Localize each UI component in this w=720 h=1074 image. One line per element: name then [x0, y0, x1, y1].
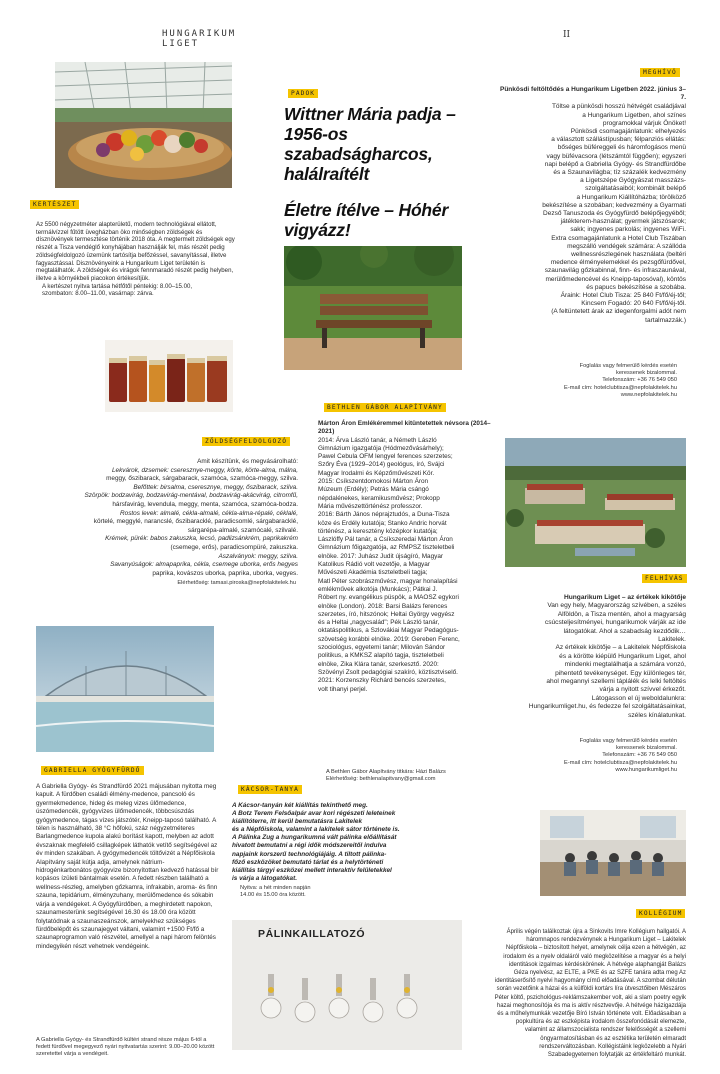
- tag-kerteszet: KERTÉSZET: [30, 200, 79, 209]
- bethlen-line: 2016: Bárth János néprajztudós, a Duna-Tisza: [318, 511, 450, 519]
- felhivas-contact-line: Foglalás vagy felmerülő kérdés esetén: [579, 738, 677, 744]
- zoldseg-line: Lekvárok, dzsemek: cseresznye-meggy, körte, körte-alma, málna,: [112, 466, 298, 474]
- bethlen-secretary: A Bethlen Gábor Alapítvány titkára: Házi Balázs: [326, 769, 446, 775]
- meghivo-line: a választott szállástípusban; félpanziós ellátás:: [551, 136, 686, 144]
- bethlen-line: 2015: Csíkszentdomokosi Márton Áron: [318, 478, 429, 486]
- meghivo-line: szolgáltatásaiból; kombinált belépő: [585, 185, 686, 193]
- felhivas-heading: Hungarikum Liget – az értékek kikötője: [563, 594, 686, 601]
- kacsor-line: hivatott bemutatni a régi idők módszereitől indulva: [232, 842, 387, 850]
- padok-title: Wittner Mária padja – 1956-os szabadságharcos, halálraítélt: [284, 104, 456, 184]
- spa-photo: [36, 626, 214, 752]
- meghivo-line: a Ligetszépe Gyógyászat masszázs-: [580, 177, 686, 185]
- meghivo-line: programokkal várjuk Önöket!: [602, 119, 686, 127]
- tag-bethlen: BETHLEN GÁBOR ALAPÍTVÁNY: [324, 403, 446, 412]
- meghivo-lines: [495, 103, 686, 324]
- meghivo-line: Extra csomagajánlatunk a Hotel Club Tiszában: [551, 234, 686, 242]
- zoldseg-line: Rostos levek: almalé, cékla-almalé, cékla-alma-répalé, céklalé,: [120, 509, 298, 517]
- kacsor-line: és a Népfőiskola, valamint a lakitelek sátor története is.: [232, 826, 400, 834]
- bethlen-line: oktatáspolitikus, a Szlovákiai Magyar Pedagógus-: [318, 627, 459, 635]
- bench-image: [284, 246, 462, 370]
- kacsor-body: [232, 802, 460, 883]
- meghivo-line: medence élményelemekkel és pezsgőfürdővel,: [550, 259, 686, 267]
- kacsor-line: A Pálinka Zug a hungarikumná vált pálinka előállítását: [232, 834, 397, 842]
- bethlen-line: 2021: Korzenszky Richárd bencés szerzetes,: [318, 677, 446, 685]
- meghivo-contact: [505, 363, 677, 399]
- zoldseg-line: Krémek, pürék: babos zakuszka, lecsó, padlizsánkrém, paprikakrém: [105, 535, 298, 543]
- kerteszet-hours: A kertészet nyitva tartása hétfőtől péntekig: 8.00–15.00,: [42, 282, 193, 290]
- bethlen-line: volt tihanyi perjel.: [318, 685, 368, 693]
- felhivas-line: Lakitelek.: [658, 636, 686, 644]
- palinka-sign: PÁLINKAILLATOZÓ: [258, 928, 366, 940]
- lecture-photo: [540, 810, 686, 896]
- bethlen-line: szövetség korábbi elnöke. 2019: Gereben Ferenc,: [318, 635, 460, 643]
- tag-gabriella: GABRIELLA GYÓGYFÜRDŐ: [41, 766, 144, 775]
- bethlen-line: és a Heltai „nagycsalád"; Pék László tanár,: [318, 619, 440, 627]
- bethlen-line: Róbert ny. evangélikus püspök, a MAOSZ egykori: [318, 594, 459, 602]
- meghivo-line: bekészítése a szobában; kedvezmény a Gyarmati: [542, 201, 686, 209]
- bethlen-heading: Márton Áron Emlékéremmel kitüntetettek névsora (2014–2021): [318, 420, 491, 436]
- meghivo-email[interactable]: E-mail cím: hotelclubtisza@nepfolakitelek.hu: [564, 384, 677, 391]
- felhivas-line: ahol megannyi szellemi táplálék és lelki feltöltés: [546, 678, 686, 686]
- kacsor-line: napjaink korszerű technológiájáig. A tiltott pálinka-: [232, 850, 387, 858]
- zoldseg-body: [36, 458, 298, 578]
- bethlen-line: Matl Péter szobrászművész, magyar honalapítási: [318, 577, 458, 585]
- felhivas-email[interactable]: E-mail cím: hotelclubtisza@nepfolakitelek.hu: [564, 759, 677, 766]
- masthead: [162, 29, 236, 49]
- meghivo-line: Áraink: Hotel Club Tisza: 25 840 Ft/fő/éj-től;: [560, 292, 686, 300]
- bethlen-line: szerzetes, író, hitszónok; Heltai György vegyész: [318, 610, 455, 618]
- preserves-photo: [105, 340, 233, 412]
- zoldseg-line: sárgarépa-almalé, szamócalé, szilvalé.: [187, 526, 298, 534]
- felhivas-line: mindenki megtalálhatja a számára vonzó,: [564, 661, 686, 669]
- meghivo-contact-line: keressenek bizalommal.: [615, 370, 677, 377]
- bethlen-contact: [326, 769, 506, 783]
- spa-image: [36, 626, 214, 752]
- meghivo-line: napi belépő a Gabriella Gyógy- és Strandfürdőbe: [544, 160, 686, 168]
- meghivo-line: Dezső Tanuszoda és Gyógyfürdő belépőjegyéből;: [543, 210, 686, 218]
- felhivas-line: várja a nyitott szívvel érkezőt.: [599, 686, 686, 694]
- zoldseg-line: hársfavirág, levendula, meggy, menta, szamóca, szamóca-bodza.: [112, 500, 298, 508]
- aerial-image: [505, 438, 686, 567]
- meghivo-line: vagy büfévacsora (létszámtól függően); egyszeri: [546, 152, 686, 160]
- kacsor-hours-line: Nyitva: a hét minden napján: [240, 885, 311, 891]
- kerteszet-paragraph: Az 5500 négyzetméter alapterületű, modern technológiával ellátott, termálvízzel fűtött üvegházban öko minőségben zöldségek és dísznövények termesztése történik 2018 óta. A megtermelt zöldségek egy részét a Tisza vendéglő konyhájában használják fel, más részét pedig zöldségfeldolgozó üzemünk tartósítja befőzéssel, savanyítással, illetve fagyasztással. Disznövényeink a Hungarikum Liget területén is megtalálhatók. A zöldségek és virágok fennmaradó részét pedig helyben, illetve a környékbeli piacokon értékesítjük.: [36, 221, 235, 282]
- bethlen-line: Mária művészettörténész professzor.: [318, 502, 423, 510]
- meghivo-line: megszálló vendégek számára: A szállóda: [567, 242, 686, 250]
- lecture-image: [540, 810, 686, 896]
- zoldseg-line: Befőttek: birsalma, cseresznye, meggy, őszibarack, szilva.: [133, 483, 298, 491]
- bethlen-line: Szövényi Zsolt pedagógiai szakíró, köztisztviselő.: [318, 668, 458, 676]
- kacsor-line: kiállítás tárgyi eszközei mellett interaktív felületekkel: [232, 866, 392, 874]
- meghivo-line: és papucs bekészítése a szobába.: [586, 283, 686, 291]
- felhivas-line: Alföldön, a Tisza mentén, ahol a magyarság: [557, 610, 686, 618]
- zoldseg-line: meggy, őszibarack, sárgabarack, szamóca, szamóca-meggy, szilva.: [106, 475, 298, 483]
- kacsor-line: főző eszközöket bemutató tárlat és a helytörténeti: [232, 858, 384, 866]
- zoldseg-line: (csemege, erős), paradicsompüré, zakuszka.: [170, 543, 298, 551]
- felhivas-line: Az értékek kikötője – a Lakitelek Népfőiskola: [555, 644, 686, 652]
- kacsor-hours: [240, 885, 440, 899]
- meghivo-line: játékterem-használat; gyermek játszósarok;: [560, 218, 686, 226]
- bethlen-email[interactable]: Elérhetőség: bethlenalapitvany@gmail.com: [326, 776, 436, 783]
- zoldseg-line: körtelé, meggylé, narancslé, őszibaracklé, paradicsomlé, sárgabaracklé,: [93, 518, 298, 526]
- bethlen-line: köze és Erdély kutatója; Stanko Andric horvát: [318, 519, 447, 527]
- bethlen-line: emlékművek alkotója (Munkács); Pátkai J.: [318, 585, 438, 593]
- felhivas-line: látogatókat. Ahol a szabadság kezdődik…: [563, 627, 686, 635]
- bethlen-line: Művészeti Akadémia tiszteletbeli tagja;: [318, 569, 428, 577]
- zoldseg-line: paprika, kovászos uborka, paprika, uborka, vegyes.: [152, 569, 298, 577]
- tag-zoldsegfeldolgozo: ZÖLDSÉGFELDOLGOZÓ: [202, 437, 290, 446]
- kerteszet-body: [36, 221, 236, 298]
- meghivo-line: merülőmedencével és Kneipp-taposóval), köntös: [545, 275, 686, 283]
- meghivo-website[interactable]: www.nepfolakitelek.hu: [620, 391, 677, 398]
- bethlen-line: elnöke. 2017: Juhász Judit újságíró, Magyar: [318, 552, 444, 560]
- preserves-image: [105, 340, 233, 412]
- meghivo-line: wellnessrészlegének használata (beltéri: [571, 251, 686, 259]
- kacsor-line: is várja a látogatókat.: [232, 874, 297, 882]
- meghivo-line: és a Szaunavilágba; tíz százalék kedvezmény: [553, 169, 686, 177]
- felhivas-line: és a körötte kiépülő Hungarikum Liget, ahol: [559, 652, 686, 660]
- greenhouse-photo: [55, 62, 232, 188]
- kerteszet-hours-weekend: szombaton: 8.00–11.00, vasárnap: zárva.: [42, 290, 154, 298]
- tag-kollegium: KOLLÉGIUM: [636, 909, 685, 918]
- felhivas-website[interactable]: www.hungarikumliget.hu: [615, 766, 677, 773]
- zoldseg-line: Savanyúságok: almapaprika, cékla, csemege uborka, erős hegyes: [110, 561, 298, 569]
- gabriella-note: A Gabriella Gyógy- és Strandfürdő kültéri strand része május 6-tól a fedett fürdővel megegyező nyári nyitvatartás szerint: 9.00–20.00 között szeretettel várja a vendégeit.: [36, 1037, 215, 1058]
- meghivo-contact-line: Foglalás vagy felmerülő kérdés esetén: [579, 363, 677, 369]
- kollegium-body: Április végén találkoztak újra a Sinkovits Imre Kollégium hallgatói. A háromnapos rendezvénynek a Hungarikum Liget – Lakitelek Népfőiskola – biztosított helyet, amelynek célja ezen a hétvégén, az irodalom és a nyelv oldaláról való megközelítése a magyar és a helyi identitások izgalmas kérdéskörének. A hétvége alaphangját Balázs Géza nyelvész, az ELTE, a PKE és az SZFE tanára adta meg Az identitáserősítő nyelvi hagyomány című előadásával. A szombat délután során vezetőink a házai és a külföldi kortárs líra útvesztőiben Mészáros Péter költő, pszichológus-reklámszakember volt, aki a slam poetry egyik hazai meghonosítója és ma is aktív résztvevője. A hétvége házigazdája és a műhelymunkák vezetője Bíró István története volt. Előadásaiban a popkultúra és az eszképista irodalom összefonódását elemezte, valamint az államszocialista rendszer felelősségét a szellemi öngyarmatosításban és az esztétika területén elmaradt rendszerváltozásban. Kollégistáink legközelebb a Nyári Szabadegyetemen folytatják az értékfeltáró munkát.: [494, 929, 686, 1059]
- felhivas-lines: [495, 602, 686, 720]
- meghivo-line: a Hungarikum Ligetben, ahol színes: [582, 111, 686, 119]
- bethlen-line: Pawel Cebula OFM lengyel ferences szerzetes;: [318, 453, 453, 461]
- felhivas-line: pihentető tevékenységet. Egy különleges tér,: [555, 669, 686, 677]
- bethlen-line: Magyar Irodalmi és Képzőművészeti Kör.: [318, 469, 435, 477]
- bethlen-line: Gimnázium főigazgatója, az RMPSZ tiszteletbeli: [318, 544, 455, 552]
- meghivo-line: szaunavilág gőzkabinnal, finn- és infraszaunával,: [544, 267, 686, 275]
- felhivas-contact: [505, 738, 677, 774]
- meghivo-body: [495, 86, 686, 325]
- bethlen-body: [318, 420, 500, 694]
- meghivo-line: tartalmazzák.): [645, 316, 686, 324]
- zoldseg-line: Aszalványok: meggy, szilva.: [218, 552, 298, 560]
- bethlen-line: Szőry Éva (1929–2014) geológus, író, Svájci: [318, 461, 445, 469]
- felhivas-line: széles kínálatunkat.: [628, 711, 686, 719]
- kacsor-line: kiállítóterre, itt kerül bemutatásra Lakitelek: [232, 818, 362, 826]
- bench-photo: [284, 246, 462, 370]
- tag-kacsor: KÁCSOR-TANYA: [238, 785, 302, 794]
- meghivo-phone: Telefonszám: +36 76 549 050: [602, 377, 677, 384]
- bethlen-line: népdalénekes, keramikusművész; Prokopp: [318, 494, 440, 502]
- bethlen-line: Gimnázium igazgatója (Hódmezővásárhely);: [318, 444, 444, 452]
- meghivo-line: Kincsem Fogadó: 20 640 Ft/fő/éj-től.: [581, 300, 686, 308]
- kacsor-line: A Botz Terem Felsőalpár avar kori régészeti leleteinek: [232, 810, 396, 818]
- bethlen-line: politikus, a KMKSZ alapító tagja, tiszteletbeli: [318, 652, 444, 660]
- bethlen-line: Lászlóffy Pál tanár, a Csíkszeredai Márton Áron: [318, 536, 453, 544]
- bethlen-line: Múzeum (Erdély); Petrás Mária csángó: [318, 486, 429, 494]
- tag-padok: PADOK: [288, 89, 318, 98]
- meghivo-heading: Pünkösdi feltöltődés a Hungarikum Ligetben 2022. június 3–7.: [499, 86, 686, 102]
- meghivo-line: a Hungarikum Kiállítóházba; törölköző: [576, 193, 686, 201]
- bethlen-line: szociológus, egyetemi tanár; Milován Sándor: [318, 644, 446, 652]
- page-number: II: [563, 30, 571, 40]
- meghivo-line: sakk; ingyenes parkolás; ingyenes WiFi.: [570, 226, 686, 234]
- bethlen-line: Katolikus Rádió volt vezetője, a Magyar: [318, 561, 430, 569]
- tag-meghivo: MEGHÍVÓ: [640, 68, 680, 77]
- bethlen-line: elnöke (London). 2018: Barsi Balázs ferences: [318, 602, 448, 610]
- felhivas-contact-line: keressenek bizalommal.: [615, 745, 677, 752]
- felhivas-line: csúcsteljesítményei, hungarikumok várják az ide: [544, 619, 686, 627]
- zoldseg-line: Amit készítünk, és megvásárolható:: [197, 458, 298, 465]
- felhivas-body: [495, 594, 686, 720]
- kacsor-line: A Kácsor-tanyán két kiállítás tekinthető meg.: [232, 802, 368, 809]
- gabriella-body: A Gabriella Gyógy- és Strandfürdő 2021 májusában nyitotta meg kapuit. A fürdőben családi élmény-medence, pancsoló és gyermekmedence, hideg és meleg vizes ülőmedence, úszómedencék, gyógyvizes ülőmedencék, többcsúszdás gyógymedence, tágas vízes játszótér, Kneipp-taposó található. A télen is használható, 38 °C hőfokú, száz négyzetméteres Barlangmedence kupola alakú borítást kapott, melyben az adott évszaknak megfelelő csillagképek láthatók vetítő segítségével az év minden szakában. A gyógymedencék töltővizét a Népfőiskola Alapítvány saját kútja adja, amelynek nátrium-hidrogénkarbonátos gyógyvize bizonyítottan kedvező hatással bír kopásos ízületi bántalmak esetén. A fedett részben található a wellness-részleg, amelyben gőzkamra, infrakabin, aroma- és finn szauna, tepidárium, élményzuhany, merülőmedence és sókabin várja a vendégeket. A Gyógyfürdőben, a meghirdetett napokon, szaunamesterünk segítségével 16.30 és 18.00 óra között folytatódnak a szaunaszeánszok, amelyekhez szükséges fürdőbelépőt és szaunajegyet váltani, valamint +1500 Ft/fő a szaunaprogramon való részvétel, amellyel a napi három felöntés mindegyikén részt vehetnek vendégeink.: [36, 783, 219, 950]
- meghivo-line: (A feltüntetett árak az idegenforgalmi adót nem: [551, 308, 686, 316]
- kacsor-hours-time: 14.00 és 15.00 óra között.: [240, 892, 306, 899]
- bethlen-line: 2014: Árva László tanár, a Németh László: [318, 436, 437, 444]
- felhivas-line: Hungarikumliget.hu, és fedezze fel szolgáltatásainkat,: [528, 703, 686, 711]
- meghivo-line: Töltse a pünkösdi hosszú hétvégét családjával: [551, 103, 686, 111]
- padok-subtitle: Életre ítélve – Hóhér vigyázz!: [284, 200, 449, 240]
- zoldseg-contact[interactable]: Elérhetőség: tamasi.piroska@nepfolakitelek.hu: [177, 580, 296, 586]
- felhivas-phone: Telefonszám: +36 76 549 050: [602, 752, 677, 759]
- meghivo-line: bőséges büféreggeli és háromfogásos menü: [557, 144, 686, 152]
- masthead-line2: LIGET: [162, 39, 200, 49]
- felhivas-line: Látogasson el új weboldalunkra:: [591, 694, 686, 702]
- greenhouse-image: [55, 62, 232, 188]
- meghivo-line: Pünkösdi csomagajánlatunk: elhelyezés: [570, 128, 686, 136]
- bethlen-lines: [318, 437, 500, 694]
- zoldseg-line: Szörpök: bodzavirág, bodzavirág-mentával, bodzavirág-akácvirág, citromfű,: [84, 492, 298, 500]
- masthead-line1: HUNGARIKUM: [162, 29, 237, 39]
- aerial-photo: [505, 438, 686, 567]
- felhivas-line: Van egy hely, Magyarország szívében, a széles: [547, 602, 686, 610]
- tag-felhivas: FELHÍVÁS: [642, 574, 687, 583]
- bethlen-line: történész, a keresztény középkor kutatója;: [318, 527, 438, 535]
- bethlen-line: elnöke, Zika Klára tanár, szerkesztő. 2020:: [318, 660, 439, 668]
